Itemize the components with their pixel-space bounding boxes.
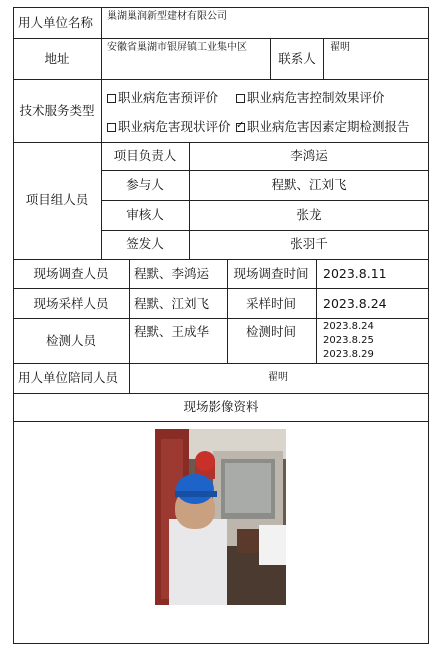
survey-people-value: 程默、李鸿运 [134,266,210,281]
checked-checkbox-icon [236,123,245,132]
testing-time-value-1: 2023.8.24 [323,321,374,332]
address-value: 安徽省巢湖市银屏镇工业集中区 [107,42,247,53]
checkbox-icon [107,94,116,103]
team-role-reviewer: 审核人 [126,207,164,222]
sampling-people-value: 程默、江刘飞 [134,296,210,311]
site-photo-illustration [155,429,286,605]
service-option-periodic-testing-report[interactable]: ✓ 职业病危害因素定期检测报告 [236,120,410,134]
service-option-control-effect-evaluation[interactable]: 职业病危害控制效果评价 [236,91,385,105]
testing-time-label: 检测时间 [245,324,297,339]
escort-value: 翟明 [268,372,288,383]
survey-time-label: 现场调查时间 [233,266,309,281]
survey-time-value: 2023.8.11 [323,266,387,281]
site-photo [155,429,286,605]
team-name-participant: 程默、江刘飞 [271,177,347,192]
team-role-participant: 参与人 [126,177,164,192]
team-role-leader: 项目负责人 [113,148,177,163]
address-label: 地址 [44,51,70,66]
sampling-time-value: 2023.8.24 [323,296,387,311]
contact-value: 翟明 [330,42,350,53]
testing-people-label: 检测人员 [45,333,97,348]
testing-time-value-2: 2023.8.25 [323,335,374,346]
sampling-people-label: 现场采样人员 [33,296,109,311]
sampling-time-label: 采样时间 [245,296,297,311]
testing-people-value: 程默、王成华 [134,324,210,339]
team-name-leader: 李鸿运 [290,148,328,163]
photo-section-label: 现场影像资料 [183,399,259,414]
team-name-issuer: 张羽千 [290,236,328,251]
contact-label: 联系人 [278,51,316,66]
team-role-issuer: 签发人 [126,236,164,251]
unit-name-label: 用人单位名称 [18,15,94,30]
service-type-label: 技术服务类型 [19,103,95,118]
service-option-status-evaluation[interactable]: 职业病危害现状评价 [107,120,231,134]
service-option-pre-evaluation[interactable]: 职业病危害预评价 [107,91,218,105]
checkbox-icon [236,94,245,103]
testing-time-value-3: 2023.8.29 [323,349,374,360]
escort-label: 用人单位陪同人员 [18,370,119,385]
unit-name-value: 巢湖巢润新型建材有限公司 [107,11,227,22]
checkbox-icon [107,123,116,132]
team-label: 项目组人员 [25,192,89,207]
team-name-reviewer: 张龙 [296,207,322,222]
survey-people-label: 现场调查人员 [33,266,109,281]
